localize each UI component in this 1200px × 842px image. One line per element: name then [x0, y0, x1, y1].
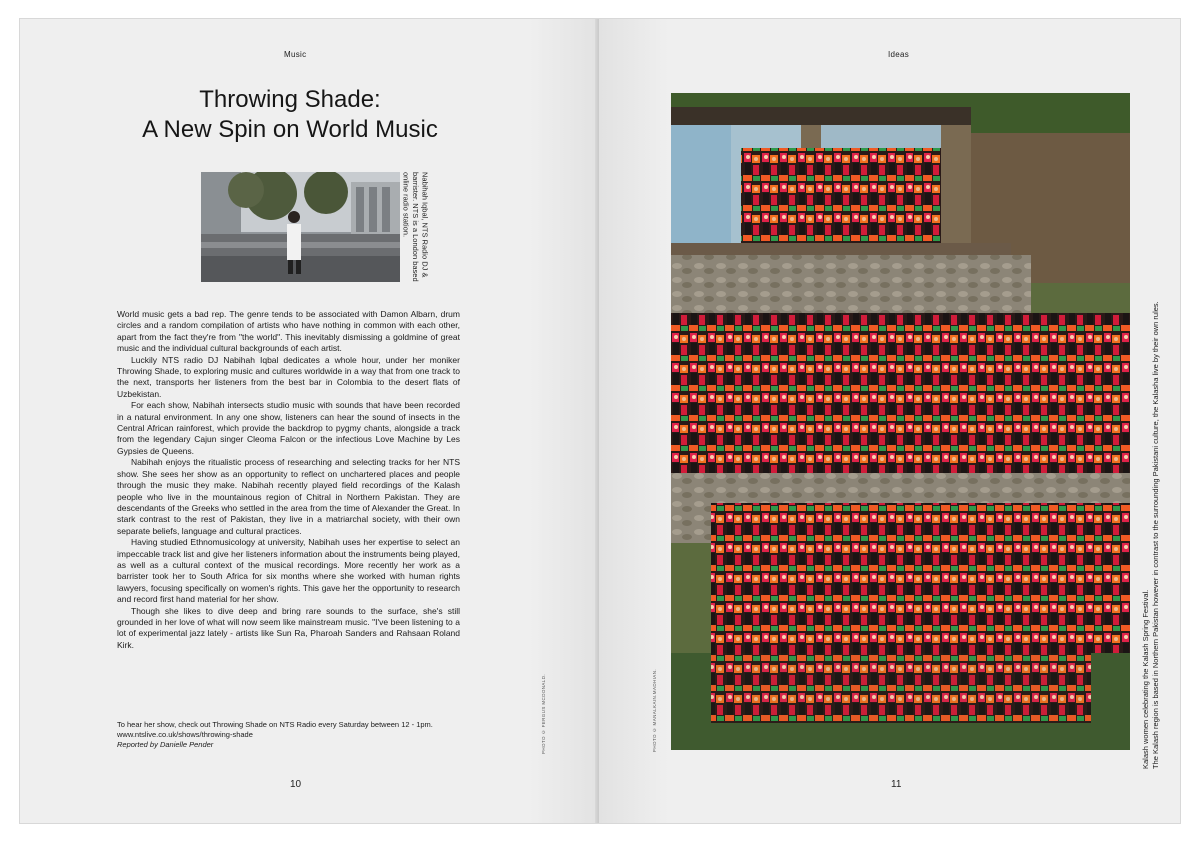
photo-credit-right: PHOTO © MANALKAIN.MADHIAN.	[652, 669, 657, 753]
paragraph: World music gets a bad rep. The genre tends to be associated with Damon Albarn, drum circles and a random compilation of artists who have nothing in common with each other, apart from the fact they're from "the world". This inevitably dismissing a goldmine of great music and the individual cultural backgrounds of each artist.	[117, 309, 460, 354]
paragraph: Nabihah enjoys the ritualistic process of researching and selecting tracks for her NTS show. She sees her show as an opportunity to reflect on unchartered places and people through the music they make. Nabihah recently played field recordings of the Kalash people who live in the mountainous region of Chitral in Northern Pakistan. They are descendants of the Greeks who settled in the area from the time of Alexander the Great. In stark contrast to the rest of Pakistan, they live in a matriarchal society, with their own separate beliefs, language and cultural practices.	[117, 457, 460, 536]
title-line-2: A New Spin on World Music	[142, 116, 438, 143]
festival-photo	[671, 93, 1130, 750]
section-label: Ideas	[888, 50, 910, 59]
photo-caption	[1141, 169, 1161, 769]
page-number-left: 10	[290, 779, 302, 790]
caption-line-2: The Kalash region is based in Northern Pakistan however in contrast to the surrounding Pakistani culture, the Kalasha live by their own rules.	[1151, 301, 1160, 769]
caption-line-1: Kalash women celebrating the Kalash Spring Festival.	[1141, 589, 1150, 769]
paragraph: Having studied Ethnomusicology at university, Nabihah uses her expertise to select an impeccable track list and give her listeners information about the instruments being played, as well as a cultural context of the musical recordings. More recently her work as a barrister took her to South Africa for six months where she worked with human rights lawyers, focusing specifically on women's rights. This gave her the opportunity to research and record first hand material for her show.	[117, 537, 460, 605]
magazine-spread	[20, 19, 1180, 823]
left-page	[20, 19, 599, 823]
paragraph: Luckily NTS radio DJ Nabihah Iqbal dedicates a whole hour, under her moniker Throwing Shade, to exploring music and cultures worldwide in a way that from one track to the next, transports her listeners from the best bar in Colombia to the desert flats of Uzbekistan.	[117, 354, 460, 399]
page-number-right: 11	[891, 779, 902, 790]
article-title	[115, 85, 465, 145]
paragraph: Though she likes to dive deep and bring rare sounds to the surface, she's still grounded in her love of what will now seem like mainstream music. "I've been listening to a lot of experimental jazz lately - artists like Sun Ra, Pharoah Sanders and Rahsaan Roland Kirk.	[117, 605, 460, 650]
article-footer	[117, 720, 477, 750]
portrait-photo	[201, 172, 400, 282]
author-credit: Reported by Danielle Pender	[117, 740, 214, 749]
section-label: Music	[284, 50, 307, 59]
title-line-1: Throwing Shade:	[199, 86, 381, 113]
show-info: To hear her show, check out Throwing Shade on NTS Radio every Saturday between 12 - 1pm.	[117, 720, 433, 729]
portrait-caption: Nabihah Iqbal, NTS Radio DJ & barrister. NTS is a London based online radio station.	[401, 172, 430, 282]
photo-credit-left: PHOTO © FERGUS MCDONALD.	[541, 674, 546, 755]
show-url[interactable]: www.ntslive.co.uk/shows/throwing-shade	[117, 730, 253, 739]
article-body	[117, 309, 460, 651]
paragraph: For each show, Nabihah intersects studio music with sounds that have been recorded in a natural environment. In any one show, listeners can hear the sound of insects in the Central African rainforest, which provide the backdrop to pygmy chants, alongside a track from the legendary Cajun singer Cleoma Falcon or the infectious Love Machine by Les Gypsies de Queens.	[117, 400, 460, 456]
